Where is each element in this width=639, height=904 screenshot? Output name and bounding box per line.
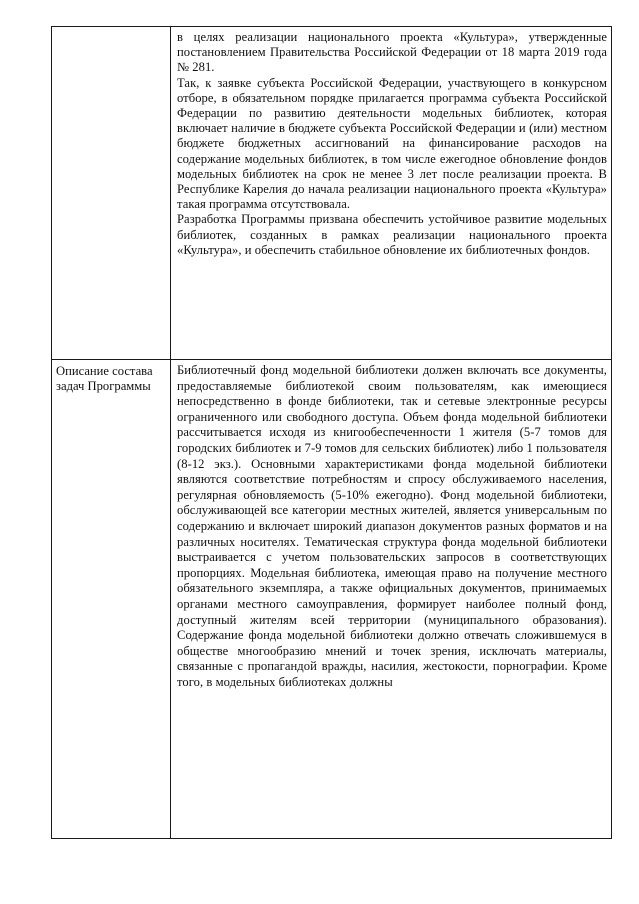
text-cell <box>171 27 612 360</box>
text-cell <box>171 360 612 839</box>
program-table <box>51 26 612 839</box>
paragraph: Разработка Программы призвана обеспечить устойчивое развитие модельных библиотек, созданных в рамках реализации национального проекта «Культура», и обеспечить стабильное обновление их библиотечных фондов. <box>177 212 607 257</box>
row-label: Описание состава задач Программы <box>56 364 153 393</box>
label-cell <box>52 27 171 360</box>
table-row <box>52 27 612 360</box>
paragraph: Так, к заявке субъекта Российской Федерации, участвующего в конкурсном отборе, в обязательном порядке прилагается программа субъекта Российской Федерации по развитию деятельности модельных библиотек, которая включает наличие в бюджете субъекта Российской Федерации и (или) местном бюджете бюджетных ассигнований на финансирование расходов на содержание модельных библиотек, в том числе ежегодное обновление фондов модельных библиотек на срок не менее 3 лет после реализации проекта. В Республике Карелия до начала реализации национального проекта «Культура» такая программа отсутствовала. <box>177 75 607 212</box>
row-label <box>52 27 170 31</box>
table-row <box>52 360 612 839</box>
paragraph: Библиотечный фонд модельной библиотеки должен включать все документы, предоставляемые библиотекой своим пользователям, как имеющиеся непосредственно в фонде библиотеки, так и сетевые электронные ресурсы ограниченного или свободного доступа. Объем фонда модельной библиотеки рассчитывается исходя из книгообеспеченности 1 жителя (5-7 томов для городских библиотек и 7-9 томов для сельских библиотек) либо 1 пользователя (8-12 экз.). Основными характеристиками фонда модельной библиотеки являются соответствие потребностям и спросу обслуживаемого населения, регулярная обновляемость (5-10% ежегодно). Фонд модельной библиотеки, обслуживающей все категории местных жителей, является универсальным по содержанию и включает широкий диапазон документов разных форматов и на различных носителях. Тематическая структура фонда модельной библиотеки выстраивается с учетом пользовательских запросов в соответствующих пропорциях. Модельная библиотека, имеющая право на получение местного обязательного экземпляра, а также официальных документов, принимаемых органами местного самоуправления, формирует наиболее полный фонд, доступный жителям всей территории (муниципального образования). Содержание фонда модельной библиотеки должно отвечать сложившемуся в обществе многообразию мнений и точек зрения, исключать материалы, связанные с пропагандой вражды, насилия, жестокости, порнографии. Кроме того, в модельных библиотеках должны <box>177 363 607 689</box>
paragraph: в целях реализации национального проекта «Культура», утвержденные постановлением Правительства Российской Федерации от 18 марта 2019 года № 281. <box>177 30 607 75</box>
label-cell <box>52 360 171 839</box>
